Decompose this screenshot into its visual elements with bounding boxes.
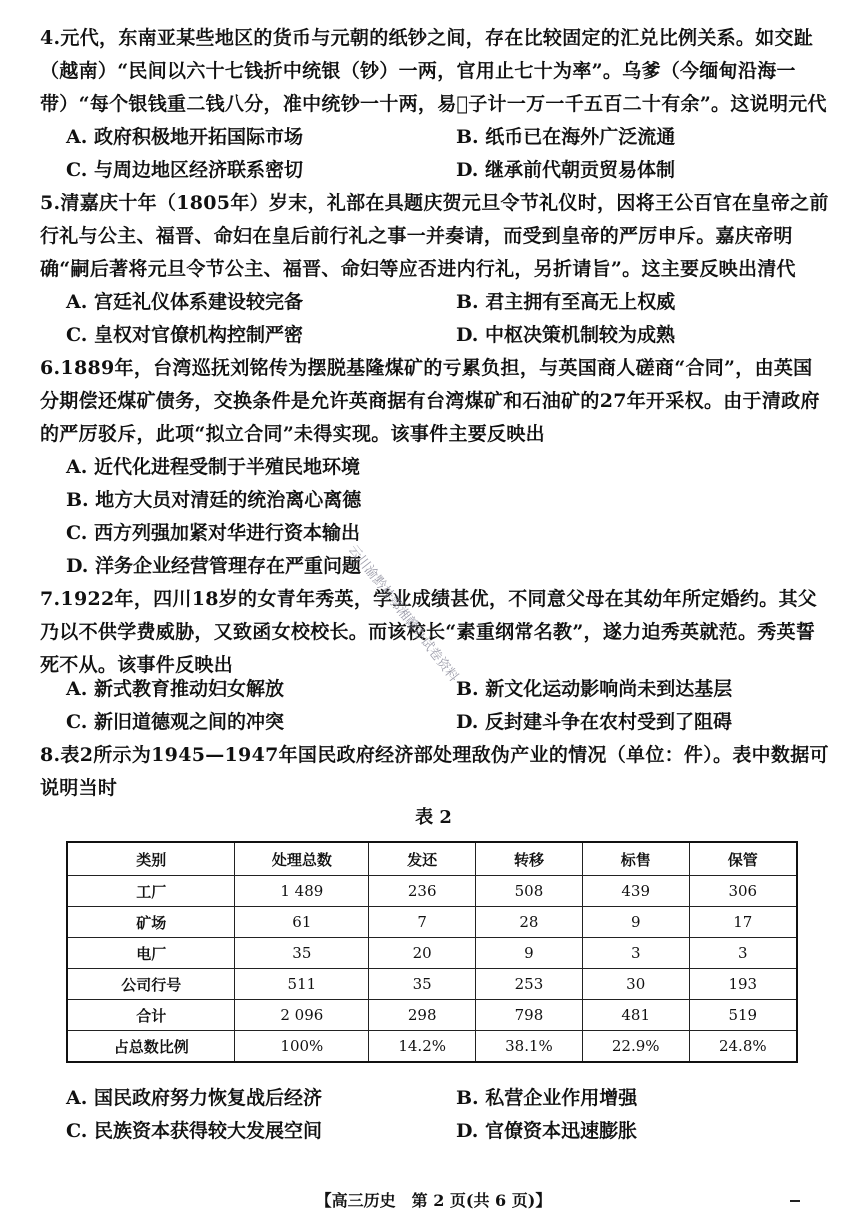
table-cell: 17: [689, 907, 797, 938]
q4-option-b: B. 纸币已在海外广泛流通: [456, 126, 676, 148]
question-6-stem: 6.1889年，台湾巡抚刘铭传为摆脱基隆煤矿的亏累负担，与英国商人磋商“合同”，由英国分期偿还煤矿债务，交换条件是允许英商据有台湾煤矿和石油矿的27年开采权。由于清政府的严厉驳斥，此项“拟立合同”未得实现。该事件主要反映出: [40, 357, 820, 445]
table-cell: 519: [689, 1000, 797, 1031]
q5-option-d: D. 中枢决策机制较为成熟: [456, 324, 676, 346]
table-row: [67, 1000, 797, 1031]
q8-option-c: C. 民族资本获得较大发展空间: [66, 1120, 323, 1142]
table-cell: 合计: [67, 1000, 235, 1031]
q5-option-a: A. 宫廷礼仪体系建设较完备: [66, 291, 303, 313]
table-cell: 占总数比例: [67, 1031, 235, 1063]
table-cell: 798: [476, 1000, 583, 1031]
q7-option-c: C. 新旧道德观之间的冲突: [66, 711, 285, 733]
table-header-cell: 处理总数: [235, 842, 369, 876]
table-caption: 表 2: [415, 807, 452, 828]
q8-option-a: A. 国民政府努力恢复战后经济: [66, 1087, 322, 1109]
q7-option-d: D. 反封建斗争在农村受到了阻碍: [456, 711, 733, 733]
question-7-stem: 7.1922年，四川18岁的女青年秀英，学业成绩甚优，不同意父母在其幼年所定婚约。其父乃以不供学费威胁，又致函女校校长。而该校长“素重纲常名教”，遂力迫秀英就范。秀英誓死不从。该事件反映出: [40, 588, 818, 676]
table-cell: 9: [476, 938, 583, 969]
table-row: [67, 876, 797, 907]
table-cell: 14.2%: [369, 1031, 476, 1063]
table-cell: 24.8%: [689, 1031, 797, 1063]
table-cell: 30: [582, 969, 689, 1000]
table-cell: 439: [582, 876, 689, 907]
table-header-cell: 类别: [67, 842, 235, 876]
table-cell: 306: [689, 876, 797, 907]
table-cell: 2 096: [235, 1000, 369, 1031]
table-cell: 3: [689, 938, 797, 969]
q4-option-d: D. 继承前代朝贡贸易体制: [456, 159, 676, 181]
table-cell: 38.1%: [476, 1031, 583, 1063]
table-cell: 481: [582, 1000, 689, 1031]
q8-option-b: B. 私营企业作用增强: [456, 1087, 638, 1109]
q7-option-a: A. 新式教育推动妇女解放: [66, 678, 284, 700]
table-cell: 3: [582, 938, 689, 969]
table-cell: 193: [689, 969, 797, 1000]
table-cell: 511: [235, 969, 369, 1000]
question-8-stem: 8.表2所示为1945—1947年国民政府经济部处理敌伪产业的情况（单位：件）。表中数据可说明当时: [40, 744, 829, 799]
q7-option-b: B. 新文化运动影响尚未到达基层: [456, 678, 733, 700]
table-header-row: [67, 842, 797, 876]
table-cell: 35: [235, 938, 369, 969]
table-row: [67, 907, 797, 938]
question-5-stem: 5.清嘉庆十年（1805年）岁末，礼部在具题庆贺元旦令节礼仪时，因将王公百官在皇帝之前行礼与公主、福晋、命妇在皇后前行礼之事一并奏请，而受到皇帝的严厉申斥。嘉庆帝明确“嗣后著将元旦令节公主、福晋、命妇等应否进内行礼，另折请旨”。这主要反映出清代: [40, 192, 829, 280]
q4-option-c: C. 与周边地区经济联系密切: [66, 159, 304, 181]
table-cell: 电厂: [67, 938, 235, 969]
q4-option-a: A. 政府积极地开拓国际市场: [66, 126, 303, 148]
q6-option-a: A. 近代化进程受制于半殖民地环境: [66, 456, 360, 478]
table-row: [67, 1031, 797, 1063]
table-row: [67, 938, 797, 969]
page-footer: 【高三历史 第 2 页(共 6 页)】: [315, 1191, 552, 1210]
table-cell: 508: [476, 876, 583, 907]
q6-option-d: D. 洋务企业经营管理存在严重问题: [66, 555, 362, 577]
table-cell: 1 489: [235, 876, 369, 907]
q5-option-c: C. 皇权对官僚机构控制严密: [66, 324, 304, 346]
table-cell: 35: [369, 969, 476, 1000]
data-table: [66, 841, 798, 1063]
table-cell: 20: [369, 938, 476, 969]
table-cell: 22.9%: [582, 1031, 689, 1063]
table-cell: 298: [369, 1000, 476, 1031]
table-header-cell: 转移: [476, 842, 583, 876]
table-cell: 9: [582, 907, 689, 938]
table-header-cell: 发还: [369, 842, 476, 876]
table-cell: 矿场: [67, 907, 235, 938]
q6-option-b: B. 地方大员对清廷的统治离心离德: [66, 489, 362, 511]
table-cell: 253: [476, 969, 583, 1000]
q8-option-d: D. 官僚资本迅速膨胀: [456, 1120, 638, 1142]
question-4-stem: 4.元代，东南亚某些地区的货币与元朝的纸钞之间，存在比较固定的汇兑比例关系。如交趾（越南）“民间以六十七钱折中统银（钞）一两，官用止七十为率”。乌爹（今缅甸沿海一带）“每个银钱重二钱八分，准中统钞一十两，易𧴩子计一万一千五百二十有余”。这说明元代: [40, 27, 827, 115]
table-cell: 公司行号: [67, 969, 235, 1000]
q6-option-c: C. 西方列强加紧对华进行资本输出: [66, 522, 361, 544]
table-cell: 61: [235, 907, 369, 938]
table-header-cell: 保管: [689, 842, 797, 876]
table-cell: 7: [369, 907, 476, 938]
table-cell: 28: [476, 907, 583, 938]
page-corner-mark: [790, 1200, 800, 1202]
table-cell: 100%: [235, 1031, 369, 1063]
table-cell: 工厂: [67, 876, 235, 907]
table-row: [67, 969, 797, 1000]
table-header-cell: 标售: [582, 842, 689, 876]
table-cell: 236: [369, 876, 476, 907]
q5-option-b: B. 君主拥有至高无上权威: [456, 291, 676, 313]
watermark: 云川渝黔桂鄂湘赣办试卷资料: [345, 542, 461, 685]
